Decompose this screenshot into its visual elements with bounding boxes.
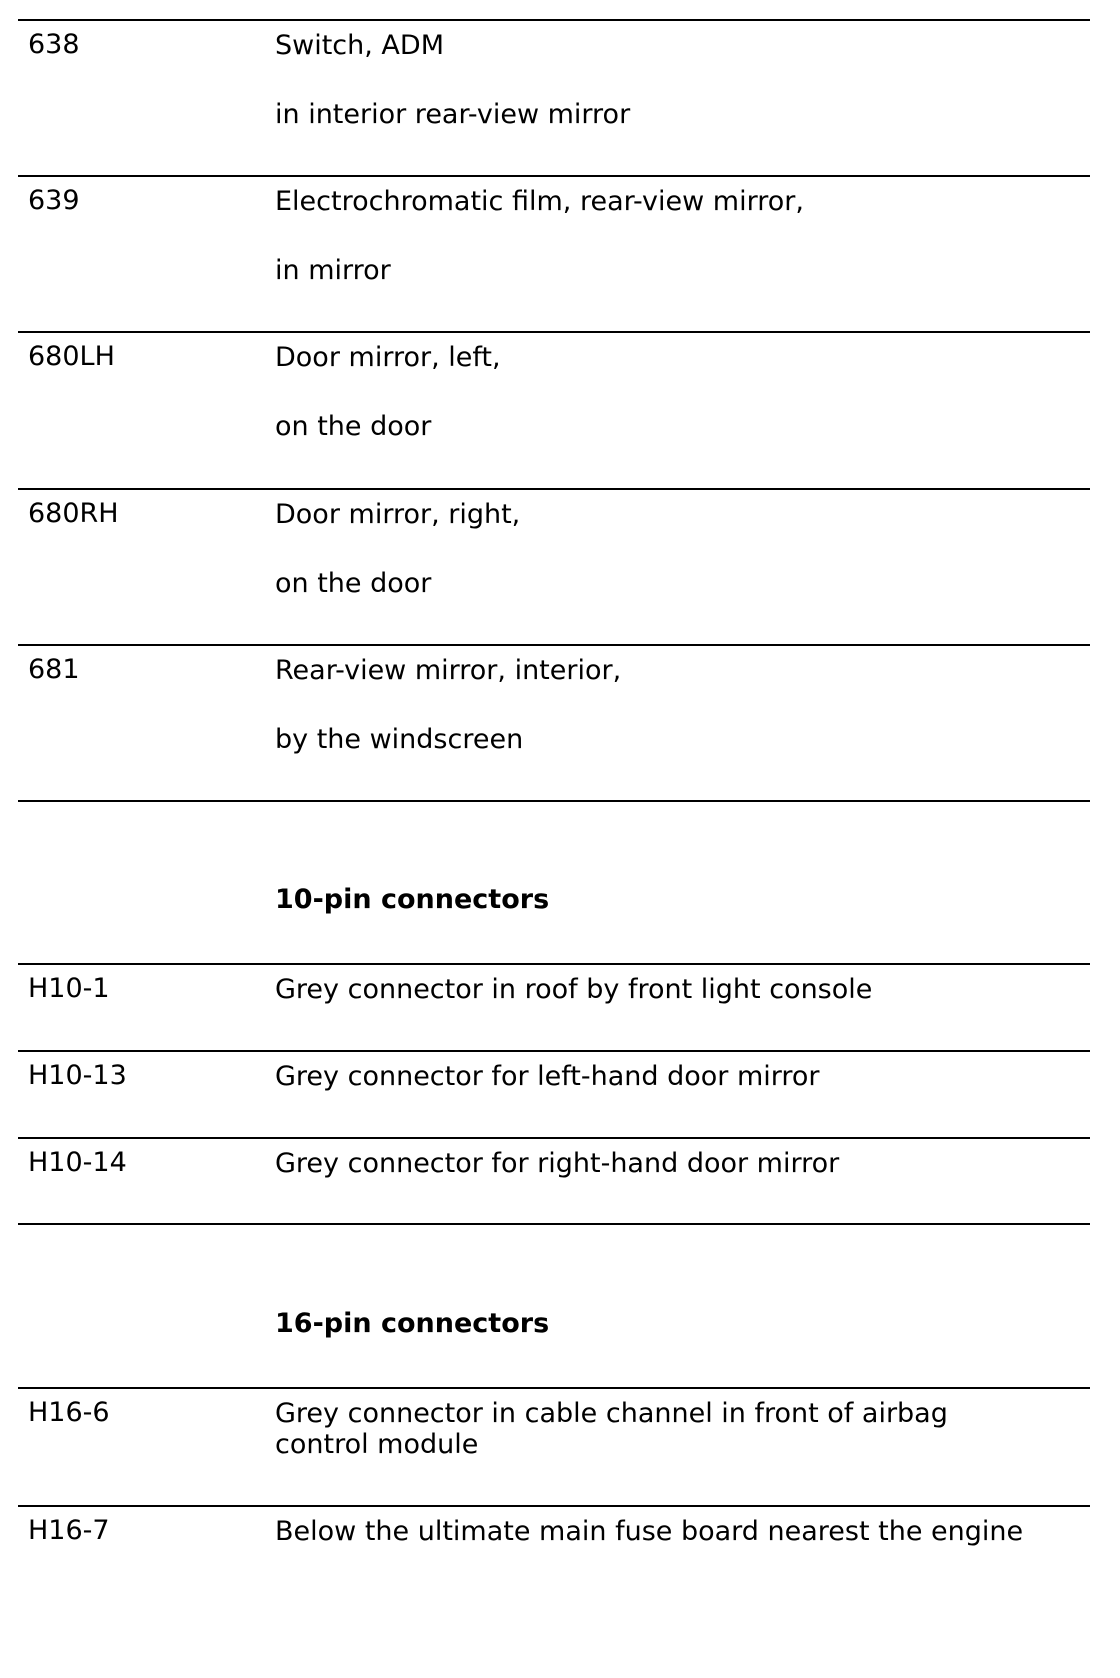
component-code: 680RH bbox=[28, 498, 119, 529]
description-line: Rear-view mirror, interior, bbox=[275, 655, 622, 686]
component-code: 680LH bbox=[28, 341, 115, 372]
connector-code: H10-13 bbox=[28, 1060, 127, 1091]
connector-description bbox=[275, 1147, 1075, 1180]
table-rule bbox=[18, 644, 1090, 646]
connector-code: H16-6 bbox=[28, 1397, 110, 1428]
table-rule bbox=[18, 1223, 1090, 1225]
description-location: on the door bbox=[275, 568, 432, 599]
description-line: Below the ultimate main fuse board nearest the engine bbox=[275, 1516, 1024, 1547]
component-description bbox=[275, 341, 1075, 443]
description-line: Grey connector for right-hand door mirror bbox=[275, 1148, 840, 1179]
component-code: 639 bbox=[28, 185, 80, 216]
table-rule bbox=[18, 1137, 1090, 1139]
table-rule bbox=[18, 175, 1090, 177]
connector-code: H16-7 bbox=[28, 1515, 110, 1546]
section-heading-10-pin: 10-pin connectors bbox=[275, 884, 550, 915]
section-heading-16-pin: 16-pin connectors bbox=[275, 1308, 550, 1339]
description-location: on the door bbox=[275, 411, 432, 442]
connector-description bbox=[275, 973, 1075, 1006]
description-line: Electrochromatic film, rear-view mirror, bbox=[275, 186, 804, 217]
table-rule bbox=[18, 1505, 1090, 1507]
component-description bbox=[275, 185, 1075, 287]
description-location: in mirror bbox=[275, 255, 391, 286]
component-description bbox=[275, 29, 1075, 131]
description-location: in interior rear-view mirror bbox=[275, 99, 631, 130]
component-code: 681 bbox=[28, 654, 80, 685]
table-rule bbox=[18, 331, 1090, 333]
connector-description bbox=[275, 1397, 1075, 1461]
description-location: by the windscreen bbox=[275, 724, 524, 755]
connector-description bbox=[275, 1060, 1075, 1093]
description-line: Grey connector for left-hand door mirror bbox=[275, 1061, 820, 1092]
connector-description bbox=[275, 1515, 1075, 1548]
table-rule bbox=[18, 1050, 1090, 1052]
component-description bbox=[275, 654, 1075, 756]
table-rule bbox=[18, 1387, 1090, 1389]
description-line: control module bbox=[275, 1429, 479, 1460]
description-line: Door mirror, right, bbox=[275, 499, 521, 530]
description-line: Switch, ADM bbox=[275, 30, 444, 61]
table-rule bbox=[18, 19, 1090, 21]
component-description bbox=[275, 498, 1075, 600]
component-code: 638 bbox=[28, 29, 80, 60]
table-rule bbox=[18, 963, 1090, 965]
connector-code: H10-1 bbox=[28, 973, 110, 1004]
description-line: Grey connector in cable channel in front of airbag bbox=[275, 1398, 948, 1429]
connector-code: H10-14 bbox=[28, 1147, 127, 1178]
description-line: Door mirror, left, bbox=[275, 342, 501, 373]
table-rule bbox=[18, 488, 1090, 490]
description-line: Grey connector in roof by front light console bbox=[275, 974, 873, 1005]
table-rule bbox=[18, 800, 1090, 802]
